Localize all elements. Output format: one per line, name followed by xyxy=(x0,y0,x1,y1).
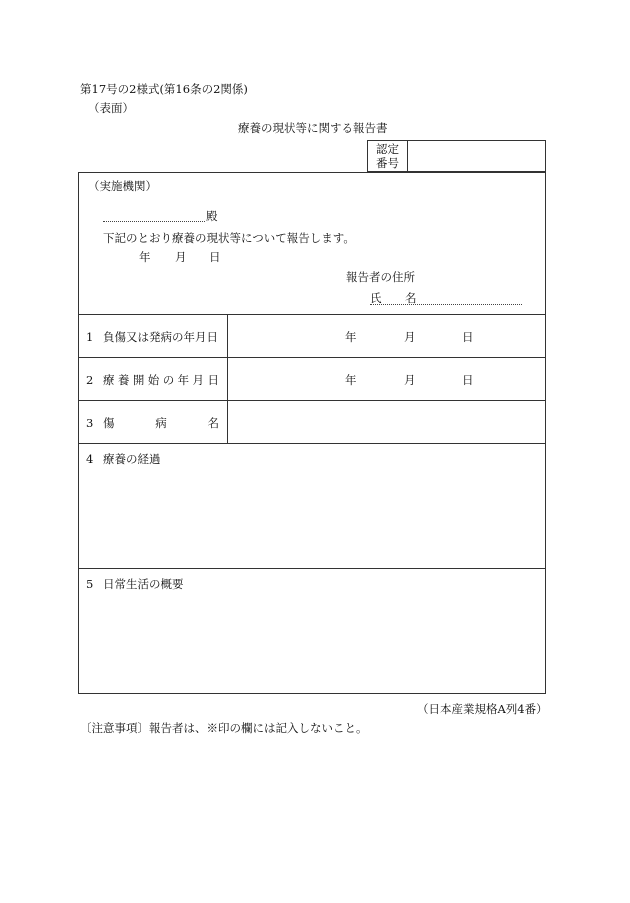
row4-number: 4 xyxy=(86,452,94,466)
row2-label-char: 療 xyxy=(103,373,115,387)
row2-label-char: の xyxy=(162,373,175,387)
cert-label-line1: 認定 xyxy=(376,142,399,156)
row2-year: 年 xyxy=(345,373,357,387)
row-divider-3 xyxy=(78,400,546,401)
row1-day: 日 xyxy=(462,330,474,344)
name-label-first: 氏 xyxy=(370,291,382,305)
row-divider-1 xyxy=(78,314,546,315)
row3-label-char: 名 xyxy=(207,416,219,430)
side-label: （表面） xyxy=(88,101,134,115)
row2-label-char: 日 xyxy=(207,373,219,387)
notes: 〔注意事項〕報告者は、※印の欄には記入しないこと。 xyxy=(80,721,368,735)
row-divider-5 xyxy=(78,568,546,569)
row2-month: 月 xyxy=(404,373,416,387)
row2-label-char: 年 xyxy=(177,373,190,387)
label-column-divider xyxy=(227,314,228,443)
date-month: 月 xyxy=(175,250,187,264)
row-divider-2 xyxy=(78,357,546,358)
org-label: （実施機関） xyxy=(88,179,157,193)
treatment-progress-field[interactable] xyxy=(80,470,544,566)
name-label-second: 名 xyxy=(405,291,417,305)
row1-year: 年 xyxy=(345,330,357,344)
row1-number: 1 xyxy=(86,330,94,344)
row4-label: 療養の経過 xyxy=(103,452,161,466)
paper-size-note: （日本産業規格A列4番） xyxy=(417,702,548,716)
row1-label: 負傷又は発病の年月日 xyxy=(103,330,218,344)
honorific: 殿 xyxy=(206,209,218,223)
document-title: 療養の現状等に関する報告書 xyxy=(238,121,388,135)
row2-label xyxy=(103,373,219,387)
org-name-line[interactable] xyxy=(103,221,205,222)
form-number: 第17号の2様式(第16条の2関係) xyxy=(80,82,248,96)
row2-day: 日 xyxy=(462,373,474,387)
row3-label-char: 傷 xyxy=(103,416,115,430)
row3-label-char: 病 xyxy=(155,416,167,430)
row2-label-char: 開 xyxy=(132,373,145,387)
report-statement: 下記のとおり療養の現状等について報告します。 xyxy=(103,231,355,245)
row3-label xyxy=(103,416,219,430)
row-divider-4 xyxy=(78,443,546,444)
row2-label-char: 養 xyxy=(117,373,130,387)
reporter-name-line[interactable] xyxy=(370,304,522,305)
cert-label-line2: 番号 xyxy=(376,156,399,170)
injury-name-field[interactable] xyxy=(229,402,544,442)
row3-number: 3 xyxy=(86,416,94,430)
reporter-address-label: 報告者の住所 xyxy=(346,270,415,284)
row5-number: 5 xyxy=(86,577,94,591)
date-year: 年 xyxy=(139,250,151,264)
row2-number: 2 xyxy=(86,373,94,387)
row2-label-char: 月 xyxy=(192,373,205,387)
daily-life-summary-field[interactable] xyxy=(80,595,544,692)
row2-label-char: 始 xyxy=(147,373,160,387)
row5-label: 日常生活の概要 xyxy=(103,577,184,591)
date-day: 日 xyxy=(209,250,221,264)
cert-divider xyxy=(407,140,408,172)
row1-month: 月 xyxy=(404,330,416,344)
